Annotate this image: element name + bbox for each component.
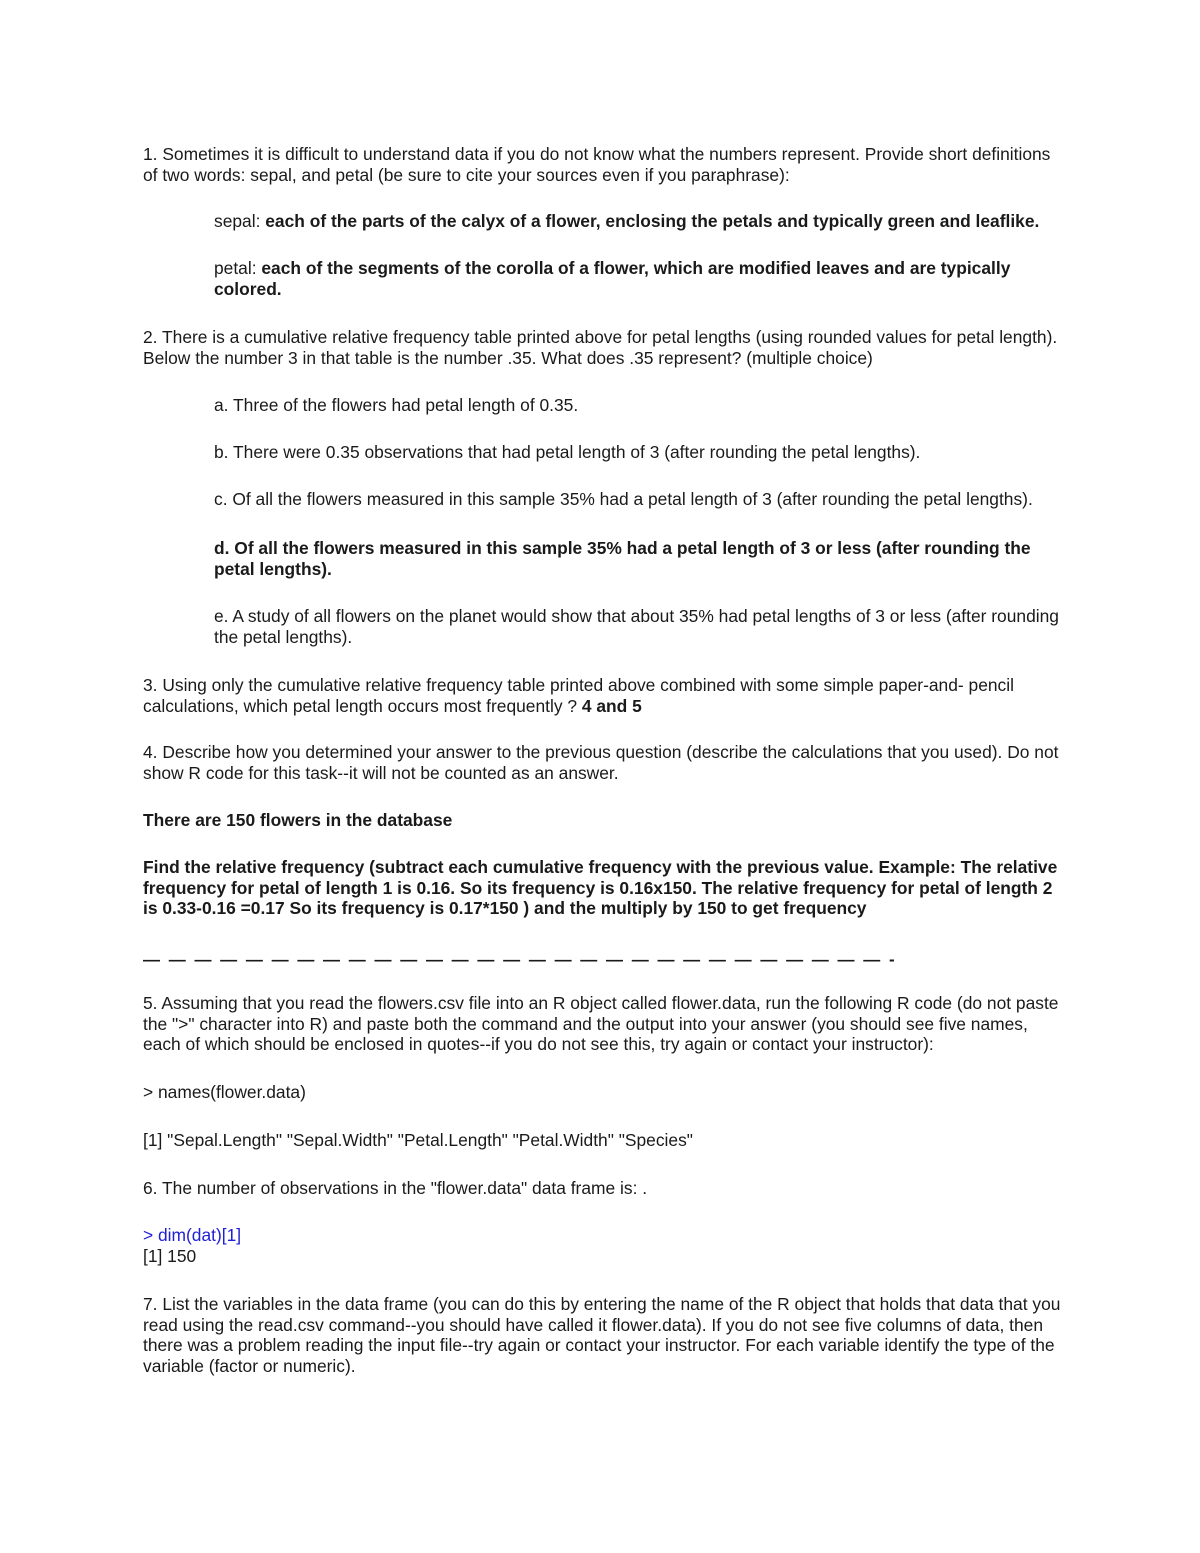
question-7-prompt: 7. List the variables in the data frame (you can do this by entering the name of the R object that holds that data that you read using the read.csv command--you should have called it flower.data). If you do not see five columns of data, then there was a problem reading the input file--try again or contact your instructor. For each variable identify the type of the variable (factor or numeric). [143,1294,1061,1376]
question-5-output: [1] "Sepal.Length" "Sepal.Width" "Petal.Length" "Petal.Width" "Species" [143,1130,693,1150]
question-3-answer: 4 and 5 [581,695,642,716]
option-c: c. Of all the flowers measured in this sample 35% had a petal length of 3 (after rounding the petal lengths). [214,489,1033,509]
sepal-definition [214,211,1059,232]
question-4-prompt: 4. Describe how you determined your answer to the previous question (describe the calculations that you used). Do not show R code for this task--it will not be counted as an answer. [143,742,1059,783]
question-5-command: > names(flower.data) [143,1082,306,1102]
question-1-prompt: 1. Sometimes it is difficult to understand data if you do not know what the numbers represent. Provide short definitions of two words: sepal, and petal (be sure to cite your sources even if you paraphrase): [143,144,1051,185]
question-6-output: [1] 150 [143,1246,197,1266]
option-d-selected: d. Of all the flowers measured in this sample 35% had a petal length of 3 or less (after rounding the petal lengths). [214,538,1031,579]
question-4-answer-line-1: There are 150 flowers in the database [143,810,453,830]
petal-definition-text: each of the segments of the corolla of a flower, which are modified leaves and are typically colored. [214,258,1011,299]
question-3-text: 3. Using only the cumulative relative frequency table printed above combined with some simple paper-and- pencil calculations, which petal length occurs most frequently ? [143,675,1014,716]
separator-line: — — — — — — — — — — — — — — — — — — — — — — — — — — — — — - [143,950,897,969]
option-b: b. There were 0.35 observations that had petal length of 3 (after rounding the petal lengths). [214,442,921,462]
question-2-prompt: 2. There is a cumulative relative frequency table printed above for petal lengths (using rounded values for petal length). Below the number 3 in that table is the number .35. What does .35 represent? (multiple choice) [143,327,1058,368]
option-e: e. A study of all flowers on the planet would show that about 35% had petal lengths of 3 or less (after rounding the petal lengths). [214,606,1059,647]
option-a: a. Three of the flowers had petal length of 0.35. [214,395,579,415]
petal-definition [214,258,1059,299]
sepal-label: sepal: [214,211,266,231]
petal-label: petal: [214,258,262,278]
sepal-definition-text: each of the parts of the calyx of a flower, enclosing the petals and typically green and leaflike. [265,211,1040,231]
question-6-prompt: 6. The number of observations in the "flower.data" data frame is: . [143,1178,648,1198]
question-4-answer-line-2: Find the relative frequency (subtract each cumulative frequency with the previous value. Example: The relative frequency for petal of length 1 is 0.16. So its frequency is 0.16x150. The relative frequency for petal of length 2 is 0.33-0.16 =0.17 So its frequency is 0.17*150 ) and the multiply by 150 to get frequency [143,857,1058,918]
question-5-prompt: 5. Assuming that you read the flowers.csv file into an R object called flower.data, run the following R code (do not paste the ">" character into R) and paste both the command and the output into your answer (you should see five names, each of which should be enclosed in quotes--if you do not see this, try again or contact your instructor): [143,993,1059,1054]
question-3-prompt [143,675,1068,716]
question-6-command: > dim(dat)[1] [143,1225,242,1245]
